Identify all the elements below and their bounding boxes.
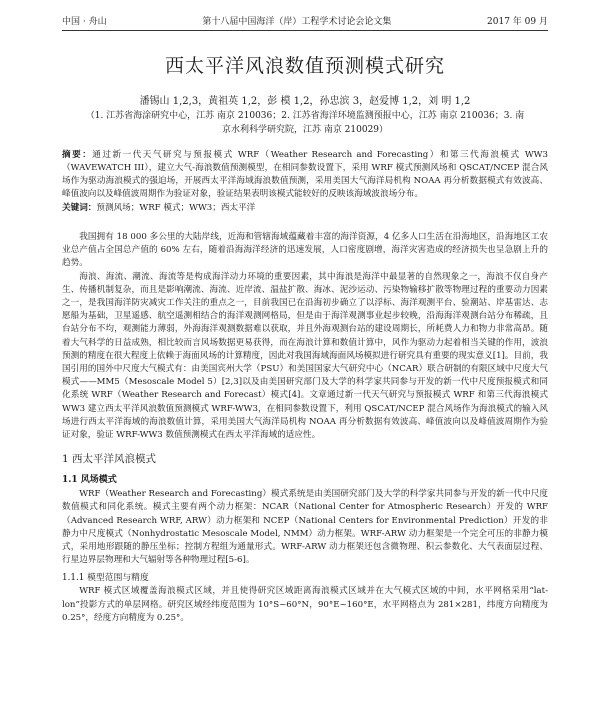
paragraph: 海浪、海流、潮流、海流等是构成海洋动力环境的重要因素，其中海浪是海洋中最显著的自然现象之一，海浪不仅自身产生、传播机制复杂，而且是影响潮流、海流、近岸流、温盐扩散、海冰、泥沙运动、污染物输移扩散等物理过程的重要动力因素之一，是我国海洋防灾减灾工作关注的重点之一，目前我国已在沿海初步确立了以浮标、海洋观测平台、验潮站、岸基雷达、志愿船为基础，卫星遥感、航空遥测相结合的海洋观测网格局，但是由于海洋观测事业起步较晚，沿海海洋观测台站分布稀疏，且台站分布不均，观测能力薄弱，外海海洋观测数据难以获取，并且外海观测台站的建设周期长，所耗费人力和物力非常高昂。随着大气科学的日益成熟，相比较而言风场数据更易获得，而在海浪计算和数值计算中，风作为驱动力起着相当关键的作用，波浪预测的精度在很大程度上依赖于海面风场的计算精度，因此对我国海域海面风场模拟进行研究具有重要的现实意义[1]。目前，我国引用的国外中尺度大气模式有：由美国宾州大学（PSU）和美国国家大气研究中心（NCAR）联合研制的有限区域中尺度大气模式——MM5（Mesoscale Model 5）[2,3]以及由美国研究部门及大学的科学家共同参与开发的新一代中尺度预报模式和同化系统 WRF（Weather Research and Forecast）模式[4]。文章通过新一代天气研究与预报模式 WRF 和第三代海浪模式 WW3 建立西太平洋风浪数值预测模式 WRF-WW3，在相同参数设置下，利用 QSCAT/NCEP 混合风场作为海浪模式的输入风场进行西太平洋海域的海浪数值计算，采用美国大气海洋局机构 NOAA 再分析数据有效波高、峰值波向以及峰值波周期作为验证对象，验证 WRF-WW3 数值预测模式在西太平洋海域的适应性。 [62, 271, 548, 441]
subsubsection-heading: 1.1.1 模型范围与精度 [62, 573, 149, 584]
affiliations [68, 109, 542, 137]
paper-title: 西太平洋风浪数值预测模式研究 [164, 55, 445, 77]
keywords-text: 预测风场；WRF 模式；WW3；西太平洋 [96, 203, 256, 213]
header-date: 2017 年 09 月 [487, 17, 548, 27]
abstract [62, 149, 548, 201]
keywords [62, 202, 548, 215]
authors: 潘锡山 1,2,3，黄祖英 1,2，彭 模 1,2，孙忠滨 3，赵爱博 1,2，刘 明 1,2 [139, 96, 471, 107]
header-proceedings: 第十八届中国海洋（岸）工程学术讨论会论文集 [202, 17, 392, 27]
paragraph: 我国拥有 18 000 多公里的大陆岸线，近海和管辖海域蕴藏着丰富的海洋资源，4 亿多人口生活在沿海地区，沿海地区工农业总产值占全国总产值的 60% 左右，随着沿海海洋经济的迅速发展，人口密度剧增，海洋灾害造成的经济损失也呈急剧上升的趋势。 [62, 232, 548, 269]
paragraph: WRF 模式区域覆盖海浪模式区域，并且使得研究区域距离海浪模式区域并在大气模式区域的中间，水平网格采用“lat-lon”投影方式的单层网格。研究区域经纬度范围为 10°S~60°N，90°E~160°E，水平网格点为 281×281，纬度方向精度为 0.25°，经度方向精度为 0.25°。 [62, 586, 548, 623]
affiliation-line: 京水利科学研究院，江苏 南京 210029） [221, 125, 389, 135]
section-heading: 1 西太平洋风浪模式 [62, 453, 157, 466]
affiliation-line: （1. 江苏省海涂研究中心，江苏 南京 210036；2. 江苏省海洋环境监测预报中心，江苏 南京 210036；3. 南 [85, 111, 525, 121]
keywords-label: 关键词： [62, 203, 97, 213]
running-header [62, 0, 548, 31]
abstract-text: 通过新一代天气研究与预报模式 WRF（Weather Research and Forecasting）和第三代海浪模式 WW3（WAVEWATCH III），建立大气-海浪数值预测模型，在相同参数设置下，采用 WRF 模式预测风场和 QSCAT/NCEP 混合风场作为驱动海浪模式的强迫场，开展西太平洋海域海浪数值预测，采用美国大气海洋局机构 NOAA 再分析数据模式有效波高、峰值波向以及峰值波周期作为验证对象，验证结果表明该模式能较好的反映该海域波浪场分布。 [62, 150, 548, 199]
header-location: 中国 · 舟山 [62, 17, 107, 27]
body-text [62, 231, 548, 625]
abstract-label: 摘要： [62, 150, 93, 160]
subsection-heading: 1.1 风场模式 [62, 475, 117, 486]
paragraph: WRF（Weather Research and Forecasting）模式系统是由美国研究部门及大学的科学家共同参与开发的新一代中尺度数值模式和同化系统。模式主要有两个动力框架：NCAR（National Center for Atmospheric Research）开发的 WRF（Advanced Research WRF, ARW）动力框架和 NCEP（National Centers for Environmental Prediction）开发的非静力中尺度模式（Nonhydrostatic Mesoscale Model, NMM）动力框架。WRF-ARW 动力框架是一个完全可压的非静力模式，采用地形跟随的静压坐标；控制方程组为通量形式。WRF-ARW 动力框架还包含微物理、积云参数化、大气表面层过程、行星边界层物理和大气辐射等各种物理过程[5-6]。 [62, 489, 548, 566]
